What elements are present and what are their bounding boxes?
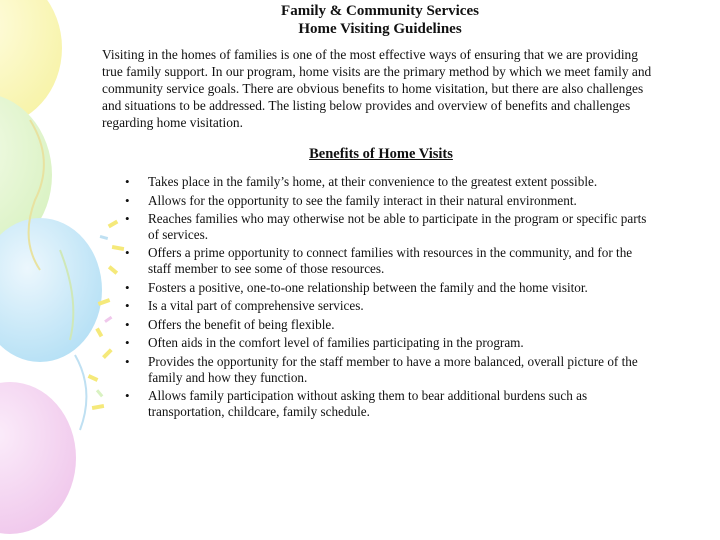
list-item xyxy=(0,298,653,314)
list-item xyxy=(0,245,653,276)
list-item-text: Often aids in the comfort level of families participating in the program. xyxy=(148,335,524,351)
benefits-list xyxy=(0,174,720,422)
list-item xyxy=(0,211,653,242)
list-item-text: Offers the benefit of being flexible. xyxy=(148,316,335,332)
list-item xyxy=(0,388,653,419)
list-item xyxy=(0,174,653,190)
list-item xyxy=(0,193,653,209)
document-title: Family & Community Services xyxy=(281,3,479,19)
bullet-icon: • xyxy=(125,388,130,404)
bullet-icon: • xyxy=(125,279,130,295)
bullet-icon: • xyxy=(125,245,130,261)
bullet-icon: • xyxy=(125,353,130,369)
list-item-text: Is a vital part of comprehensive services. xyxy=(148,298,364,314)
list-item xyxy=(0,354,653,385)
list-item xyxy=(0,335,653,351)
bullet-icon: • xyxy=(125,316,130,332)
list-item xyxy=(0,280,653,296)
list-item xyxy=(0,317,653,333)
bullet-icon: • xyxy=(125,174,130,189)
list-item-text: Allows family participation without asking them to bear additional burdens such as transportation, childcare, family schedule. xyxy=(148,388,588,419)
list-item-text: Reaches families who may otherwise not be able to participate in the program or specific parts of services. xyxy=(148,211,647,242)
list-item-text: Takes place in the family’s home, at their convenience to the greatest extent possible. xyxy=(148,174,598,189)
intro-paragraph: Visiting in the homes of families is one of the most effective ways of ensuring that we are providing true family support. In our program, home visits are the primary method by which we meet family and community service goals. There are obvious benefits to home visitation, but there are also challenges and situations to be addressed. The listing below provides and overview of benefits and challenges regarding home visitation. xyxy=(102,47,652,130)
bullet-icon: • xyxy=(125,298,130,314)
bullet-icon: • xyxy=(125,211,130,227)
section-heading-benefits: Benefits of Home Visits xyxy=(309,146,453,162)
list-item-text: Offers a prime opportunity to connect families with resources in the community, and for the staff member to see some of those resources. xyxy=(148,245,633,276)
list-item-text: Provides the opportunity for the staff member to have a more balanced, overall picture of the family and how they function. xyxy=(148,353,638,385)
list-item-text: Fosters a positive, one-to-one relationship between the family and the home visitor. xyxy=(148,279,588,295)
list-item-text: Allows for the opportunity to see the family interact in their natural environment. xyxy=(148,192,577,208)
bullet-icon: • xyxy=(125,192,130,208)
document-subtitle: Home Visiting Guidelines xyxy=(298,21,462,37)
bullet-icon: • xyxy=(125,335,130,351)
